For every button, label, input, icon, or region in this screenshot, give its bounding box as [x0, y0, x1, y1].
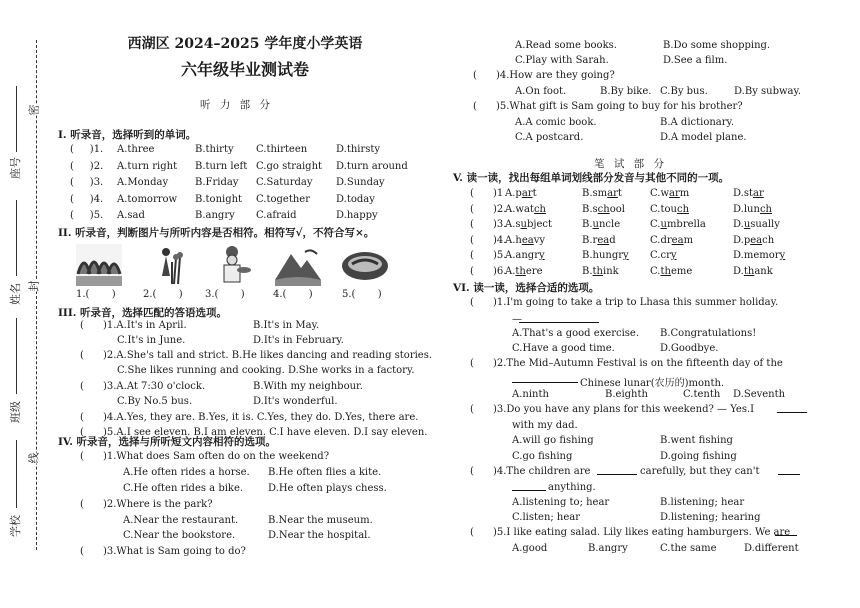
option-letter: A. [505, 203, 516, 215]
underlined-letters: ea [597, 234, 610, 246]
answer-bracket[interactable]: ( )3. [70, 177, 104, 188]
question-line[interactable]: ( )1.I'm going to take a trip to Lhasa this summer holiday. [470, 297, 779, 308]
option-text: D.Seventh [733, 389, 786, 400]
option-text: C.tenth [683, 389, 721, 400]
option-letter: C. [650, 203, 661, 215]
option-text: carefully, but they can't [640, 466, 760, 477]
option-text: C.the same [660, 543, 717, 554]
option-letter: A. [505, 250, 516, 261]
option-text: D.Goodbye. [660, 343, 719, 354]
seat-blank[interactable] [16, 86, 17, 152]
option-text: B.eighth [605, 389, 648, 400]
option-text: B.Friday [195, 177, 239, 188]
option-text: C.listen; hear [512, 512, 581, 523]
underlined-letters: ea [671, 234, 684, 246]
word-prefix: s [515, 219, 521, 230]
section5-heading: V. 读一读，找出每组单词划线部分发音与其他不同的一项。 [453, 172, 730, 184]
section6-heading: VI. 读一读，选择合适的选项。 [453, 282, 600, 294]
word-option [733, 235, 774, 246]
option-text: — [512, 314, 522, 325]
fill-in-blank[interactable] [775, 535, 797, 536]
underlined-letters: th [660, 265, 671, 277]
option-text: B.With my neighbour. [253, 381, 363, 392]
option-text: C.By No.5 bus. [117, 396, 193, 407]
word-prefix: p [515, 188, 522, 199]
underlined-letters: ar [669, 188, 680, 199]
option-text: A.ninth [512, 389, 549, 400]
option-text: C.He often rides a bike. [123, 483, 244, 494]
listening-part-title: 听 力 部 分 [200, 99, 274, 111]
option-letter: A. [505, 234, 516, 246]
word-prefix: w [660, 188, 670, 199]
question-line[interactable]: ( )2.A.She's tall and strict. B.He likes dancing and reading stories. [80, 350, 433, 361]
word-option [733, 266, 773, 277]
answer-bracket[interactable]: ( )5. [70, 210, 104, 221]
word-suffix: ink [603, 265, 619, 277]
word-option [505, 266, 543, 277]
section4-heading: IV. 听录音，选择与所听短文内容相符的选项。 [58, 436, 277, 448]
option-text: D.It's in February. [253, 335, 344, 346]
option-text: D.going fishing [660, 451, 737, 462]
option-letter: C. [650, 265, 661, 277]
word-option [733, 250, 785, 261]
option-text: B.angry [588, 543, 628, 554]
question-line[interactable]: ( )2.The Mid–Autumn Festival is on the fifteenth day of the [470, 358, 783, 369]
option-letter: A. [505, 219, 516, 230]
question-line[interactable]: ( )3.Do you have any plans for this weekend? — Yes.I [470, 404, 755, 415]
question-line[interactable]: ( )3.What is Sam going to do? [80, 546, 246, 557]
option-text: C.Near the bookstore. [123, 530, 236, 541]
word-prefix: r [592, 234, 598, 246]
word-option [505, 235, 545, 246]
option-text: B.tonight [195, 193, 243, 205]
option-text: C.By bus. [660, 86, 708, 97]
word-prefix: angr [515, 250, 539, 261]
word-option [650, 266, 692, 277]
fill-in-blank[interactable] [778, 474, 800, 475]
fill-in-blank[interactable] [597, 474, 637, 475]
word-prefix: wat [515, 203, 534, 215]
option-text: C.Have a good time. [512, 343, 615, 354]
word-suffix: ere [525, 265, 543, 277]
class-blank[interactable] [16, 318, 17, 394]
word-suffix: ncle [598, 219, 621, 230]
fill-in-blank[interactable] [512, 490, 546, 491]
seal-char-feng: 封 [24, 281, 44, 292]
answer-bracket[interactable]: ( )2. [470, 203, 507, 215]
underlined-letters: u [743, 219, 751, 230]
option-letter: B. [582, 234, 593, 246]
question-line[interactable]: ( )4.How are they going? [473, 70, 615, 81]
option-letter: B. [582, 265, 593, 277]
word-option [505, 219, 552, 230]
option-letter: C. [650, 188, 661, 199]
option-text: A.turn right [117, 160, 178, 172]
option-letter: D. [733, 234, 744, 246]
question-line[interactable]: ( )5.I like eating salad. Lily likes eating hamburgers. We are [470, 527, 791, 538]
seal-dashed-line [36, 40, 37, 550]
option-text: anything. [548, 482, 596, 493]
word-option [582, 250, 629, 261]
class-label: 班级 [9, 401, 22, 423]
question-line[interactable]: ( )5.What gift is Sam going to buy for his brother? [473, 101, 743, 112]
underlined-letters: ea [521, 234, 534, 246]
section2-heading: II. 听录音，判断图片与所听内容是否相符。相符写√，不符合写×。 [58, 227, 375, 239]
word-option [650, 250, 677, 261]
option-text: A.A comic book. [515, 117, 597, 128]
option-text: C.afraid [256, 210, 297, 221]
word-suffix: mbrella [666, 219, 706, 230]
option-text: A.listening to; hear [512, 497, 610, 508]
option-letter: C. [650, 234, 661, 246]
option-text: D.listening; hearing [660, 512, 761, 523]
underlined-letters: th [743, 265, 755, 277]
option-letter: B. [582, 188, 593, 199]
option-text: B.It's in May. [253, 320, 320, 331]
underlined-letters: u [592, 219, 599, 230]
word-suffix: bject [527, 219, 553, 230]
word-option [582, 219, 620, 230]
option-text: C.She likes running and cooking. D.She works in a factory. [117, 365, 415, 376]
writing-part-title: 笔 试 部 分 [594, 158, 668, 170]
option-letter: C. [650, 250, 661, 261]
option-text: D.today [336, 193, 375, 205]
option-text: C.Saturday [256, 177, 313, 188]
underlined-letters: ar [521, 188, 533, 199]
option-text: C.Play with Sarah. [515, 55, 609, 66]
option-text: A.Read some books. [515, 40, 617, 51]
option-text: B.Congratulations! [660, 328, 757, 339]
answer-blank[interactable]: 1.( ) [76, 289, 116, 300]
word-option [582, 204, 625, 215]
word-option [650, 235, 693, 246]
underlined-letters: ch [759, 203, 772, 215]
fill-in-blank[interactable] [777, 412, 807, 413]
option-text: D.See a film. [663, 55, 728, 66]
answer-blank[interactable]: 3.( ) [205, 289, 245, 300]
answer-bracket[interactable]: ( )4. [470, 234, 507, 246]
option-text: Chinese lunar(农历的)month. [580, 378, 725, 389]
option-text: C.go straight [256, 160, 323, 172]
option-letter: B. [582, 250, 593, 261]
option-text: B.Near the museum. [268, 515, 373, 526]
question-line[interactable]: ( )4.A.Yes, they are. B.Yes, it is. C.Yes, they do. D.Yes, there are. [80, 412, 419, 423]
word-option [650, 188, 689, 199]
underlined-letters: th [592, 265, 603, 277]
underlined-letters: th [515, 265, 526, 277]
word-prefix: lun [743, 203, 760, 215]
option-text: D.happy [336, 210, 378, 221]
option-text: D.different [744, 543, 799, 554]
option-letter: A. [505, 188, 516, 199]
word-suffix: ch [762, 234, 775, 246]
word-option [582, 266, 619, 277]
question-line[interactable]: ( )1.What does Sam often do on the weekend? [80, 451, 330, 462]
word-option [650, 219, 706, 230]
word-prefix: p [743, 234, 751, 246]
word-prefix: s [592, 203, 598, 215]
option-text: B.turn left [195, 160, 248, 172]
question-line[interactable]: ( )2.Where is the park? [80, 499, 213, 510]
option-text: C.thirteen [256, 144, 308, 155]
word-prefix: st [743, 188, 753, 199]
answer-bracket[interactable]: ( )3. [470, 219, 507, 230]
answer-blank[interactable]: 4.( ) [273, 289, 313, 300]
question-line[interactable]: ( )4.The children are [470, 466, 591, 477]
word-option [650, 204, 689, 215]
option-text: A.tomorrow [117, 193, 178, 205]
word-option [733, 219, 780, 230]
word-suffix: sually [750, 219, 780, 230]
word-suffix: t [532, 188, 537, 199]
underlined-letters: ar [753, 188, 764, 199]
option-text: D.He often plays chess. [268, 483, 387, 494]
option-text: with my dad. [512, 420, 578, 431]
option-text: D.thirsty [336, 144, 381, 155]
word-prefix: dr [660, 234, 672, 246]
word-suffix: d [609, 234, 616, 246]
fill-in-blank[interactable] [512, 382, 578, 383]
option-letter: D. [733, 203, 744, 215]
option-letter: D. [733, 265, 744, 277]
word-option [733, 188, 764, 199]
option-letter: A. [505, 265, 516, 277]
seal-char-mi: 密 [24, 105, 44, 116]
option-text: A.Near the restaurant. [123, 515, 239, 526]
word-suffix: vy [533, 234, 546, 246]
seal-char-xian: 线 [24, 453, 44, 464]
word-option [582, 188, 622, 199]
underlined-letters: ar [607, 188, 618, 199]
underlined-letters: ea [750, 234, 763, 246]
option-text: C.go fishing [512, 451, 573, 462]
pic-children-dancing [76, 244, 122, 286]
exam-title: 西湖区 2024–2025 学年度小学英语 [127, 36, 363, 52]
option-text: B.By bike. [600, 86, 652, 97]
fill-in-blank[interactable] [519, 322, 599, 323]
underlined-letters: y [779, 250, 786, 261]
underlined-letters: ch [676, 203, 690, 215]
word-suffix: m [679, 188, 690, 199]
word-option [733, 204, 772, 215]
option-text: B.He often flies a kite. [268, 467, 382, 478]
option-text: D.By subway. [734, 86, 802, 97]
option-letter: D. [733, 219, 744, 230]
word-suffix: ank [754, 265, 773, 277]
answer-bracket[interactable]: ( )6. [470, 265, 507, 277]
word-prefix: cr [660, 250, 671, 261]
word-prefix: sm [592, 188, 608, 199]
option-text: A.Monday [117, 177, 169, 188]
underlined-letters: y [670, 250, 677, 261]
option-text: A.good [512, 543, 548, 554]
underlined-letters: ch [533, 203, 546, 215]
word-prefix: hungr [592, 250, 624, 261]
option-text: C.A postcard. [515, 132, 584, 143]
word-option [505, 250, 545, 261]
word-prefix: memor [743, 250, 780, 261]
option-text: D.It's wonderful. [253, 396, 338, 407]
pic-girl-flowers [148, 244, 194, 286]
school-blank[interactable] [16, 440, 17, 508]
word-suffix: t [617, 188, 622, 199]
name-blank[interactable] [16, 200, 17, 276]
word-prefix: tou [660, 203, 677, 215]
option-text: D.turn around [336, 160, 408, 172]
word-suffix: ool [609, 203, 625, 215]
seat-label: 座号 [9, 157, 22, 179]
binding-margin [0, 0, 58, 608]
option-text: D.Sunday [336, 177, 385, 188]
word-suffix: m [683, 234, 694, 246]
option-letter: D. [733, 188, 744, 199]
answer-blank[interactable]: 2.( ) [143, 289, 183, 300]
option-text: B.went fishing [660, 435, 733, 446]
section3-heading: III. 听录音，选择匹配的答语选项。 [58, 307, 228, 319]
option-text: C.It's in June. [117, 335, 186, 346]
option-text: B.A dictionary. [660, 117, 735, 128]
underlined-letters: y [623, 250, 629, 261]
option-letter: D. [733, 250, 744, 261]
answer-blank[interactable]: 5.( ) [342, 289, 382, 300]
underlined-letters: u [660, 219, 667, 230]
option-text: C.together [256, 193, 310, 205]
word-suffix: eme [670, 265, 693, 277]
word-option [582, 235, 616, 246]
pic-mountain-landscape [275, 244, 321, 286]
option-text: D.Near the hospital. [268, 530, 371, 541]
pic-chef-cooking [210, 244, 256, 286]
word-option [505, 204, 546, 215]
name-label: 姓名 [9, 283, 22, 305]
answer-bracket[interactable]: ( )1 [470, 188, 504, 199]
word-option [505, 188, 537, 199]
option-text: B.listening; hear [660, 497, 745, 508]
option-text: A.three [117, 144, 155, 155]
exam-subtitle: 六年级毕业测试卷 [180, 60, 309, 79]
section1-heading: I. 听录音，选择听到的单词。 [58, 129, 197, 141]
school-label: 学校 [9, 515, 22, 537]
option-text: B.angry [195, 210, 235, 221]
underlined-letters: u [520, 219, 527, 230]
option-letter: B. [582, 203, 593, 215]
underlined-letters: ch [597, 203, 610, 215]
answer-bracket[interactable]: ( )2. [70, 160, 104, 172]
option-text: A.On foot. [515, 86, 567, 97]
option-letter: C. [650, 219, 661, 230]
option-text: A.sad [117, 210, 145, 221]
answer-bracket[interactable]: ( )4. [70, 193, 104, 205]
answer-bracket[interactable]: ( )1. [70, 144, 104, 155]
question-line[interactable]: ( )5.A.I see eleven. B.I am eleven. C.I have eleven. D.I say eleven. [80, 427, 428, 438]
answer-bracket[interactable]: ( )5. [470, 250, 507, 261]
underlined-letters: y [539, 250, 545, 261]
option-text: A.That's a good exercise. [512, 328, 639, 339]
option-text: B.Do some shopping. [663, 40, 771, 51]
option-text: A.He often rides a horse. [123, 467, 250, 478]
question-line[interactable]: ( )3.A.At 7:30 o'clock. [80, 381, 206, 392]
option-letter: B. [582, 219, 593, 230]
option-text: D.A model plane. [660, 132, 747, 143]
pic-food-bowl [340, 244, 390, 286]
option-text: B.thirty [195, 144, 234, 155]
word-prefix: h [515, 234, 522, 246]
question-line[interactable]: ( )1.A.It's in April. [80, 320, 187, 331]
option-text: A.will go fishing [512, 435, 594, 446]
